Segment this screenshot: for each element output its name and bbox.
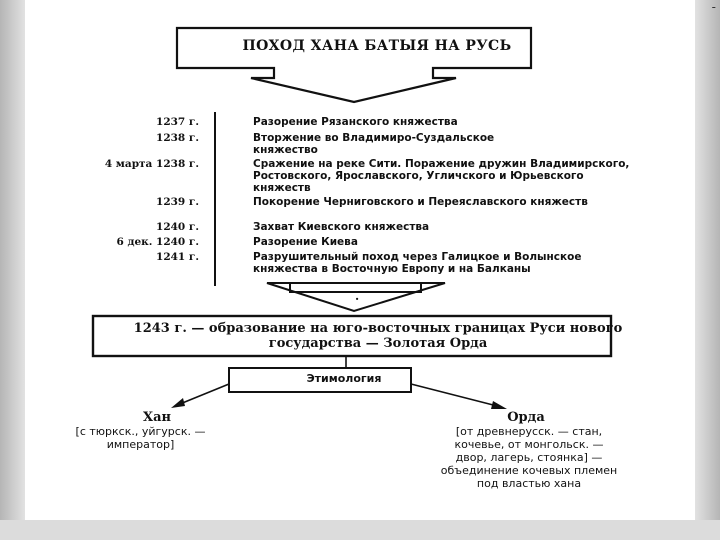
khan-arrowhead	[171, 398, 185, 408]
timeline-event: Вторжение во Владимиро-Суздальское княжество	[253, 132, 495, 156]
timeline-date: 1238 г.	[156, 132, 199, 144]
timeline-date: 4 марта 1238 г.	[104, 158, 199, 170]
orda-arrowhead	[491, 401, 507, 409]
timeline-date: 1241 г.	[156, 251, 199, 263]
timeline-event: Разорение Киева	[253, 236, 358, 248]
timeline-event: Сражение на реке Сити. Поражение дружин Владимирского, Ростовского, Ярославского, Угличского и Юрьевского княжеств	[253, 158, 630, 194]
khan-definition: [с тюркск., уйгурск. — император]	[75, 425, 206, 451]
bottom-frame	[0, 520, 720, 540]
etymology-title: Этимология	[306, 372, 382, 385]
result-text: 1243 г. — образование на юго-восточных границах Руси нового государства — Золотая Орда	[133, 321, 623, 351]
small-dot: ·	[355, 292, 360, 306]
timeline-event: Покорение Черниговского и Переяславского княжеств	[253, 196, 588, 208]
timeline-date: 6 дек. 1240 г.	[116, 236, 199, 248]
orda-term: Орда	[507, 410, 545, 425]
timeline-event: Разрушительный поход через Галицкое и Волынское княжества в Восточную Европу и на Балканы	[253, 251, 582, 275]
page-title: ПОХОД ХАНА БАТЫЯ НА РУСЬ	[242, 38, 512, 54]
orda-arrow-line	[411, 384, 501, 407]
right-frame	[695, 0, 720, 540]
corner-mark: -	[711, 0, 716, 14]
left-frame	[0, 0, 25, 540]
timeline-event: Захват Киевского княжества	[253, 221, 430, 233]
timeline-event: Разорение Рязанского княжества	[253, 116, 458, 128]
khan-term: Хан	[142, 410, 172, 425]
timeline-date: 1239 г.	[156, 196, 199, 208]
diagram-page	[25, 0, 695, 520]
timeline-date: 1237 г.	[156, 116, 199, 128]
timeline-date: 1240 г.	[156, 221, 199, 233]
orda-definition: [от древнерусск. — стан, кочевье, от монгольск. — двор, лагерь, стоянка] — объединение кочевых племен под властью хана	[440, 425, 618, 490]
